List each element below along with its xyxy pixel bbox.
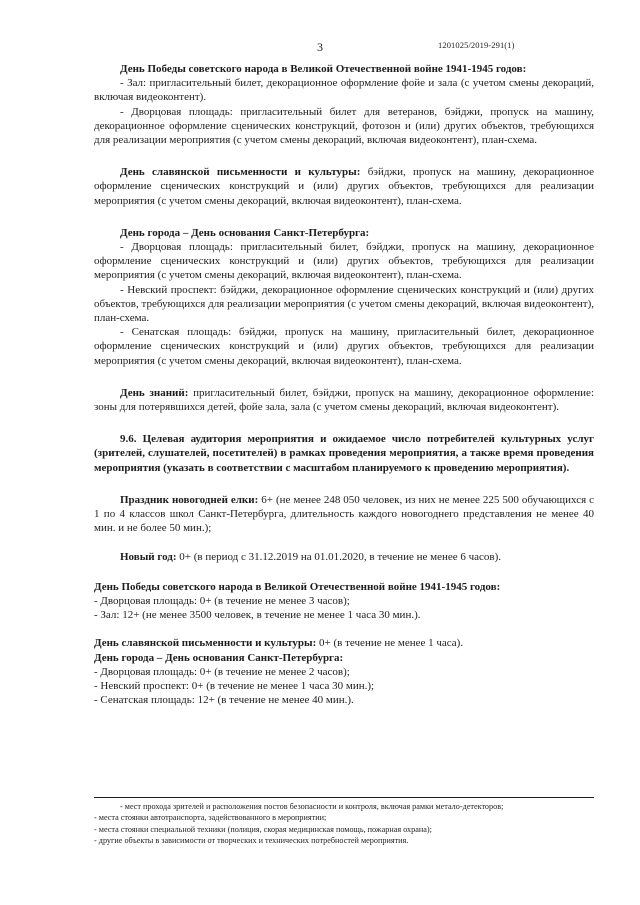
knowledge-paragraph — [94, 386, 594, 414]
audience-city-nevsky: - Невский проспект: 0+ (в течение не менее 1 часа 30 мин.); — [94, 679, 375, 692]
victory-hall-item: - Зал: пригласительный билет, декорационное оформление фойе и зала (с учетом смены декораций, включая видеоконтент). — [94, 77, 594, 104]
document-id: 1201025/2019-291(1) — [438, 40, 515, 50]
city-palace-item: - Дворцовая площадь: пригласительный билет, бэйджи, пропуск на машину, декорационное оформление сценических конструкций и (или) других объектов, требующихся для реализации мероприятия (с учетом смены декораций, включая видеоконтент), план-схема. — [94, 241, 594, 282]
newyear-tree-heading: Праздник новогодней елки: — [120, 493, 259, 506]
audience-city-palace: - Дворцовая площадь: 0+ (в течение не менее 2 часов); — [94, 665, 350, 678]
newyear-tree-text: 6+ (не менее 248 050 человек, из них не менее 225 500 обучающихся с 1 по 4 классов школ Санкт-Петербурга, длительность каждого новогоднего представления не менее 40 мин. и не более 50 мин.); — [94, 493, 595, 535]
victory-heading: День Победы советского народа в Великой Отечественной войне 1941-1945 годов: — [120, 63, 527, 75]
victory-square-item: - Дворцовая площадь: пригласительный билет для ветеранов, бэйджи, пропуск на машину, декорационное оформление сценических конструкций, фотозон и (или) других объектов, требующихся для реализации мероприятия (с учетом смены декораций, включая видеоконтент), план-схема. — [94, 105, 594, 147]
audience-slavic-heading: День славянской письменности и культуры: — [94, 637, 317, 650]
knowledge-text: пригласительный билет, бэйджи, пропуск на машину, декорационное оформление: зоны для потерявшихся детей, фойе зала, зала (с учетом смены декораций, включая видеоконтент). — [94, 386, 594, 414]
audience-victory-heading: День Победы советского народа в Великой Отечественной войне 1941-1945 годов: — [94, 580, 501, 593]
footnote-item: - другие объекты в зависимости от творческих и технических потребностей мероприятия. — [94, 836, 409, 846]
page-number: 3 — [317, 40, 323, 54]
footnotes — [94, 797, 594, 847]
audience-city-heading: День города – День основания Санкт-Петербурга: — [94, 651, 344, 664]
newyear-paragraph — [94, 550, 594, 564]
section-9-6-title: 9.6. Целевая аудитория мероприятия и ожидаемое число потребителей культурных услуг (зрителей, слушателей, посетителей) в рамках проведения мероприятия, а также время проведения мероприятия (указать в соответствии с масштабом планируемого к проведению мероприятия). — [94, 433, 594, 474]
city-senate-item: - Сенатская площадь: бэйджи, пропуск на машину, пригласительный билет, декорационное оформление сценических конструкций и (или) других объектов, требующихся для реализации мероприятия (с учетом смены декораций, включая видеоконтент), план-схема. — [94, 326, 594, 367]
slavic-text: бэйджи, пропуск на машину, декорационное оформление сценических конструкций и (или) других объектов, требующихся для реализации мероприятия (с учетом смены декораций, включая видеоконтент), план-схема. — [94, 166, 594, 207]
footnote-item: - места стоянки специальной техники (полиция, скорая медицинская помощь, пожарная охрана); — [94, 824, 432, 834]
newyear-text: 0+ (в период с 31.12.2019 на 01.01.2020, в течение не менее 6 часов). — [179, 551, 502, 564]
audience-victory-square: - Дворцовая площадь: 0+ (в течение не менее 3 часов); — [94, 594, 350, 607]
city-heading: День города – День основания Санкт-Петербурга: — [120, 226, 370, 239]
knowledge-heading: День знаний: — [120, 386, 189, 399]
audience-city-senate: - Сенатская площадь: 12+ (в течение не менее 40 мин.). — [94, 694, 354, 707]
footnote-item: - места стоянки автотранспорта, задействованного в мероприятии; — [94, 813, 327, 823]
audience-slavic-text: 0+ (в течение не менее 1 часа). — [319, 637, 464, 650]
city-nevsky-item: - Невский проспект: бэйджи, декорационное оформление сценических конструкций и (или) других объектов, требующихся для реализации мероприятия (с учетом смены декораций, включая видеоконтент), план-схема. — [94, 283, 594, 325]
newyear-tree-paragraph — [94, 493, 594, 536]
newyear-heading: Новый год: — [120, 551, 177, 564]
footnote-item: - мест прохода зрителей и расположения постов безопасности и контроля, включая рамки метало-детекторов; — [120, 802, 504, 811]
slavic-paragraph — [94, 165, 594, 208]
audience-victory-hall: - Зал: 12+ (не менее 3500 человек, в течение не менее 1 часа 30 мин.). — [94, 609, 421, 622]
audience-slavic-paragraph — [94, 636, 594, 650]
document-body — [94, 62, 594, 707]
slavic-heading: День славянской письменности и культуры: — [120, 166, 361, 179]
